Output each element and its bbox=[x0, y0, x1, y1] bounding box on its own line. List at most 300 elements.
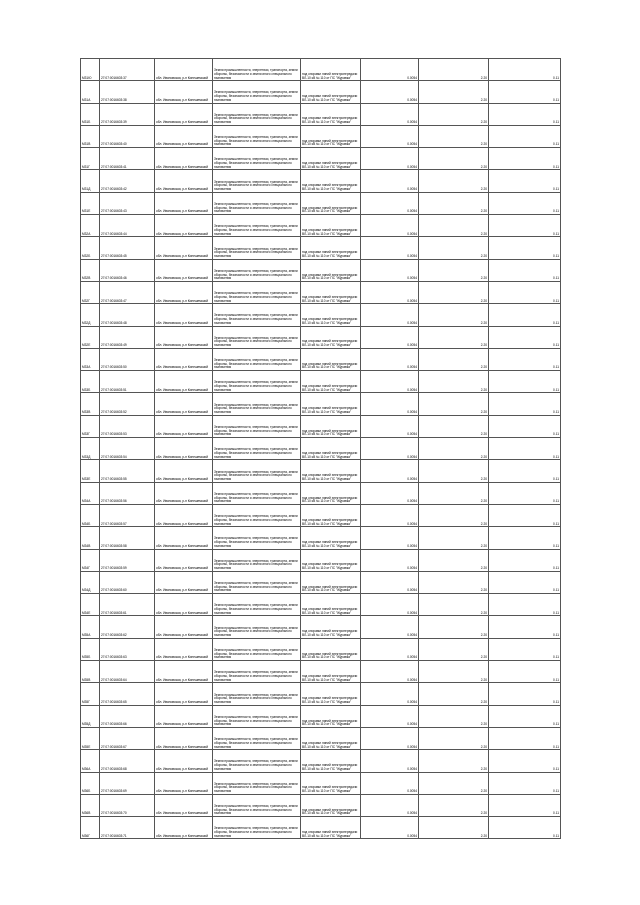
plot-number-cell: М31Г bbox=[81, 148, 100, 170]
table-row bbox=[81, 371, 561, 393]
plot-number-cell: М35А bbox=[81, 616, 100, 638]
address-cell: обл. Ивановская, р-н Кинешемский bbox=[155, 371, 213, 393]
value-cell: 2.20 bbox=[419, 81, 489, 103]
value-cell: 0.11 bbox=[489, 482, 561, 504]
plot-number-cell: М33Д bbox=[81, 438, 100, 460]
value-cell: 2.20 bbox=[419, 571, 489, 593]
permitted-use-cell: под опорами линий электропередачи ВЛ-10 кВ № 110 от ПС "Журавка" bbox=[301, 794, 361, 816]
permitted-use-cell: под опорами линий электропередачи ВЛ-10 кВ № 110 от ПС "Журавка" bbox=[301, 817, 361, 839]
area-cell: 0.0054 bbox=[361, 393, 419, 415]
plot-number-cell: М31В bbox=[81, 125, 100, 147]
land-category-cell: Земли промышленности, энергетики, транспорта, земли обороны, безопасности и земли иного специального назначения bbox=[213, 59, 301, 81]
permitted-use-cell: под опорами линий электропередачи ВЛ-10 кВ № 110 от ПС "Журавка" bbox=[301, 594, 361, 616]
land-category-cell: Земли промышленности, энергетики, транспорта, земли обороны, безопасности и земли иного специального назначения bbox=[213, 170, 301, 192]
address-cell: обл. Ивановская, р-н Кинешемский bbox=[155, 237, 213, 259]
value-cell: 0.11 bbox=[489, 415, 561, 437]
value-cell: 2.20 bbox=[419, 125, 489, 147]
value-cell: 0.11 bbox=[489, 59, 561, 81]
address-cell: обл. Ивановская, р-н Кинешемский bbox=[155, 817, 213, 839]
land-category-cell: Земли промышленности, энергетики, транспорта, земли обороны, безопасности и земли иного специального назначения bbox=[213, 415, 301, 437]
value-cell: 2.20 bbox=[419, 616, 489, 638]
permitted-use-cell: под опорами линий электропередачи ВЛ-10 кВ № 110 от ПС "Журавка" bbox=[301, 638, 361, 660]
cadastral-number-cell: 27:07:0016603:40 bbox=[100, 125, 155, 147]
permitted-use-cell: под опорами линий электропередачи ВЛ-10 кВ № 110 от ПС "Журавка" bbox=[301, 393, 361, 415]
permitted-use-cell: под опорами линий электропередачи ВЛ-10 кВ № 110 от ПС "Журавка" bbox=[301, 348, 361, 370]
cadastral-number-cell: 27:07:0016603:47 bbox=[100, 281, 155, 303]
value-cell: 2.20 bbox=[419, 348, 489, 370]
area-cell: 0.0054 bbox=[361, 259, 419, 281]
table-row bbox=[81, 794, 561, 816]
plot-number-cell: М31А bbox=[81, 81, 100, 103]
cadastral-number-cell: 27:07:0016603:50 bbox=[100, 348, 155, 370]
address-cell: обл. Ивановская, р-н Кинешемский bbox=[155, 661, 213, 683]
address-cell: обл. Ивановская, р-н Кинешемский bbox=[155, 348, 213, 370]
value-cell: 2.20 bbox=[419, 237, 489, 259]
land-category-cell: Земли промышленности, энергетики, транспорта, земли обороны, безопасности и земли иного специального назначения bbox=[213, 482, 301, 504]
plot-number-cell: М35Б bbox=[81, 638, 100, 660]
value-cell: 2.20 bbox=[419, 103, 489, 125]
value-cell: 2.20 bbox=[419, 794, 489, 816]
value-cell: 2.20 bbox=[419, 527, 489, 549]
land-plots-table bbox=[80, 58, 561, 839]
plot-number-cell: М36Г bbox=[81, 817, 100, 839]
permitted-use-cell: под опорами линий электропередачи ВЛ-10 кВ № 110 от ПС "Журавка" bbox=[301, 705, 361, 727]
cadastral-number-cell: 27:07:0016603:44 bbox=[100, 215, 155, 237]
permitted-use-cell: под опорами линий электропередачи ВЛ-10 кВ № 110 от ПС "Журавка" bbox=[301, 571, 361, 593]
table-row bbox=[81, 527, 561, 549]
value-cell: 0.11 bbox=[489, 304, 561, 326]
area-cell: 0.0054 bbox=[361, 616, 419, 638]
plot-number-cell: М36А bbox=[81, 750, 100, 772]
area-cell: 0.0054 bbox=[361, 594, 419, 616]
value-cell: 0.11 bbox=[489, 638, 561, 660]
land-category-cell: Земли промышленности, энергетики, транспорта, земли обороны, безопасности и земли иного специального назначения bbox=[213, 772, 301, 794]
land-category-cell: Земли промышленности, энергетики, транспорта, земли обороны, безопасности и земли иного специального назначения bbox=[213, 125, 301, 147]
area-cell: 0.0054 bbox=[361, 415, 419, 437]
table-row bbox=[81, 750, 561, 772]
address-cell: обл. Ивановская, р-н Кинешемский bbox=[155, 438, 213, 460]
area-cell: 0.0054 bbox=[361, 482, 419, 504]
address-cell: обл. Ивановская, р-н Кинешемский bbox=[155, 281, 213, 303]
value-cell: 0.11 bbox=[489, 259, 561, 281]
address-cell: обл. Ивановская, р-н Кинешемский bbox=[155, 393, 213, 415]
address-cell: обл. Ивановская, р-н Кинешемский bbox=[155, 705, 213, 727]
cadastral-number-cell: 27:07:0016603:48 bbox=[100, 304, 155, 326]
value-cell: 2.20 bbox=[419, 192, 489, 214]
value-cell: 0.11 bbox=[489, 594, 561, 616]
table-row bbox=[81, 170, 561, 192]
land-category-cell: Земли промышленности, энергетики, транспорта, земли обороны, безопасности и земли иного специального назначения bbox=[213, 727, 301, 749]
value-cell: 2.20 bbox=[419, 661, 489, 683]
value-cell: 2.20 bbox=[419, 683, 489, 705]
table-row bbox=[81, 438, 561, 460]
plot-number-cell: М35В bbox=[81, 661, 100, 683]
cadastral-number-cell: 27:07:0016603:57 bbox=[100, 504, 155, 526]
plot-number-cell: М36Б bbox=[81, 772, 100, 794]
table-row bbox=[81, 661, 561, 683]
value-cell: 2.20 bbox=[419, 549, 489, 571]
land-category-cell: Земли промышленности, энергетики, транспорта, земли обороны, безопасности и земли иного специального назначения bbox=[213, 259, 301, 281]
table-row bbox=[81, 549, 561, 571]
value-cell: 2.20 bbox=[419, 326, 489, 348]
plot-number-cell: М33Е bbox=[81, 460, 100, 482]
table-row bbox=[81, 772, 561, 794]
address-cell: обл. Ивановская, р-н Кинешемский bbox=[155, 727, 213, 749]
permitted-use-cell: под опорами линий электропередачи ВЛ-10 кВ № 110 от ПС "Журавка" bbox=[301, 438, 361, 460]
land-category-cell: Земли промышленности, энергетики, транспорта, земли обороны, безопасности и земли иного специального назначения bbox=[213, 393, 301, 415]
value-cell: 2.20 bbox=[419, 393, 489, 415]
land-category-cell: Земли промышленности, энергетики, транспорта, земли обороны, безопасности и земли иного специального назначения bbox=[213, 794, 301, 816]
address-cell: обл. Ивановская, р-н Кинешемский bbox=[155, 59, 213, 81]
address-cell: обл. Ивановская, р-н Кинешемский bbox=[155, 103, 213, 125]
permitted-use-cell: под опорами линий электропередачи ВЛ-10 кВ № 110 от ПС "Журавка" bbox=[301, 549, 361, 571]
value-cell: 0.11 bbox=[489, 772, 561, 794]
permitted-use-cell: под опорами линий электропередачи ВЛ-10 кВ № 110 от ПС "Журавка" bbox=[301, 170, 361, 192]
area-cell: 0.0054 bbox=[361, 304, 419, 326]
cadastral-number-cell: 27:07:0016603:39 bbox=[100, 103, 155, 125]
address-cell: обл. Ивановская, р-н Кинешемский bbox=[155, 125, 213, 147]
cadastral-number-cell: 27:07:0016603:62 bbox=[100, 616, 155, 638]
table-row bbox=[81, 148, 561, 170]
address-cell: обл. Ивановская, р-н Кинешемский bbox=[155, 504, 213, 526]
permitted-use-cell: под опорами линий электропередачи ВЛ-10 кВ № 110 от ПС "Журавка" bbox=[301, 259, 361, 281]
address-cell: обл. Ивановская, р-н Кинешемский bbox=[155, 148, 213, 170]
plot-number-cell: М32Е bbox=[81, 326, 100, 348]
value-cell: 2.20 bbox=[419, 638, 489, 660]
address-cell: обл. Ивановская, р-н Кинешемский bbox=[155, 527, 213, 549]
cadastral-number-cell: 27:07:0016603:51 bbox=[100, 371, 155, 393]
plot-number-cell: М31Б bbox=[81, 103, 100, 125]
cadastral-number-cell: 27:07:0016603:37 bbox=[100, 59, 155, 81]
cadastral-number-cell: 27:07:0016603:70 bbox=[100, 794, 155, 816]
area-cell: 0.0054 bbox=[361, 794, 419, 816]
land-category-cell: Земли промышленности, энергетики, транспорта, земли обороны, безопасности и земли иного специального назначения bbox=[213, 192, 301, 214]
table-row bbox=[81, 304, 561, 326]
area-cell: 0.0054 bbox=[361, 148, 419, 170]
value-cell: 2.20 bbox=[419, 259, 489, 281]
cadastral-number-cell: 27:07:0016603:52 bbox=[100, 393, 155, 415]
value-cell: 0.11 bbox=[489, 683, 561, 705]
value-cell: 0.11 bbox=[489, 281, 561, 303]
land-category-cell: Земли промышленности, энергетики, транспорта, земли обороны, безопасности и земли иного специального назначения bbox=[213, 817, 301, 839]
plot-number-cell: М32Г bbox=[81, 281, 100, 303]
permitted-use-cell: под опорами линий электропередачи ВЛ-10 кВ № 110 от ПС "Журавка" bbox=[301, 148, 361, 170]
table-row bbox=[81, 81, 561, 103]
cadastral-number-cell: 27:07:0016603:68 bbox=[100, 750, 155, 772]
table-row bbox=[81, 103, 561, 125]
value-cell: 2.20 bbox=[419, 817, 489, 839]
address-cell: обл. Ивановская, р-н Кинешемский bbox=[155, 794, 213, 816]
permitted-use-cell: под опорами линий электропередачи ВЛ-10 кВ № 110 от ПС "Журавка" bbox=[301, 103, 361, 125]
area-cell: 0.0054 bbox=[361, 571, 419, 593]
value-cell: 0.11 bbox=[489, 393, 561, 415]
permitted-use-cell: под опорами линий электропередачи ВЛ-10 кВ № 110 от ПС "Журавка" bbox=[301, 281, 361, 303]
area-cell: 0.0054 bbox=[361, 727, 419, 749]
value-cell: 0.11 bbox=[489, 438, 561, 460]
table-row bbox=[81, 237, 561, 259]
address-cell: обл. Ивановская, р-н Кинешемский bbox=[155, 638, 213, 660]
cadastral-number-cell: 27:07:0016603:49 bbox=[100, 326, 155, 348]
land-category-cell: Земли промышленности, энергетики, транспорта, земли обороны, безопасности и земли иного специального назначения bbox=[213, 348, 301, 370]
permitted-use-cell: под опорами линий электропередачи ВЛ-10 кВ № 110 от ПС "Журавка" bbox=[301, 215, 361, 237]
plot-number-cell: М31Д bbox=[81, 170, 100, 192]
cadastral-number-cell: 27:07:0016603:56 bbox=[100, 482, 155, 504]
area-cell: 0.0054 bbox=[361, 683, 419, 705]
value-cell: 2.20 bbox=[419, 415, 489, 437]
cadastral-number-cell: 27:07:0016603:60 bbox=[100, 571, 155, 593]
plot-number-cell: М32Д bbox=[81, 304, 100, 326]
cadastral-number-cell: 27:07:0016603:38 bbox=[100, 81, 155, 103]
area-cell: 0.0054 bbox=[361, 192, 419, 214]
value-cell: 0.11 bbox=[489, 125, 561, 147]
plot-number-cell: М34В bbox=[81, 527, 100, 549]
value-cell: 0.11 bbox=[489, 192, 561, 214]
value-cell: 2.20 bbox=[419, 727, 489, 749]
land-category-cell: Земли промышленности, энергетики, транспорта, земли обороны, безопасности и земли иного специального назначения bbox=[213, 661, 301, 683]
address-cell: обл. Ивановская, р-н Кинешемский bbox=[155, 460, 213, 482]
table-row bbox=[81, 727, 561, 749]
area-cell: 0.0054 bbox=[361, 103, 419, 125]
value-cell: 2.20 bbox=[419, 750, 489, 772]
value-cell: 2.20 bbox=[419, 594, 489, 616]
value-cell: 0.11 bbox=[489, 794, 561, 816]
area-cell: 0.0054 bbox=[361, 438, 419, 460]
cadastral-number-cell: 27:07:0016603:67 bbox=[100, 727, 155, 749]
area-cell: 0.0054 bbox=[361, 772, 419, 794]
address-cell: обл. Ивановская, р-н Кинешемский bbox=[155, 215, 213, 237]
value-cell: 2.20 bbox=[419, 215, 489, 237]
table-body bbox=[81, 59, 561, 839]
cadastral-number-cell: 27:07:0016603:64 bbox=[100, 661, 155, 683]
land-category-cell: Земли промышленности, энергетики, транспорта, земли обороны, безопасности и земли иного специального назначения bbox=[213, 750, 301, 772]
permitted-use-cell: под опорами линий электропередачи ВЛ-10 кВ № 110 от ПС "Журавка" bbox=[301, 371, 361, 393]
address-cell: обл. Ивановская, р-н Кинешемский bbox=[155, 482, 213, 504]
table-row bbox=[81, 59, 561, 81]
land-category-cell: Земли промышленности, энергетики, транспорта, земли обороны, безопасности и земли иного специального назначения bbox=[213, 304, 301, 326]
value-cell: 0.11 bbox=[489, 103, 561, 125]
plot-number-cell: М33Г bbox=[81, 415, 100, 437]
area-cell: 0.0054 bbox=[361, 281, 419, 303]
land-category-cell: Земли промышленности, энергетики, транспорта, земли обороны, безопасности и земли иного специального назначения bbox=[213, 527, 301, 549]
plot-number-cell: М33А bbox=[81, 348, 100, 370]
permitted-use-cell: под опорами линий электропередачи ВЛ-10 кВ № 110 от ПС "Журавка" bbox=[301, 772, 361, 794]
area-cell: 0.0054 bbox=[361, 504, 419, 526]
value-cell: 2.20 bbox=[419, 170, 489, 192]
plot-number-cell: М32В bbox=[81, 259, 100, 281]
permitted-use-cell: под опорами линий электропередачи ВЛ-10 кВ № 110 от ПС "Журавка" bbox=[301, 125, 361, 147]
area-cell: 0.0054 bbox=[361, 661, 419, 683]
land-category-cell: Земли промышленности, энергетики, транспорта, земли обороны, безопасности и земли иного специального назначения bbox=[213, 326, 301, 348]
table-row bbox=[81, 192, 561, 214]
land-category-cell: Земли промышленности, энергетики, транспорта, земли обороны, безопасности и земли иного специального назначения bbox=[213, 683, 301, 705]
land-category-cell: Земли промышленности, энергетики, транспорта, земли обороны, безопасности и земли иного специального назначения bbox=[213, 215, 301, 237]
value-cell: 0.11 bbox=[489, 750, 561, 772]
table-row bbox=[81, 215, 561, 237]
area-cell: 0.0054 bbox=[361, 348, 419, 370]
permitted-use-cell: под опорами линий электропередачи ВЛ-10 кВ № 110 от ПС "Журавка" bbox=[301, 504, 361, 526]
cadastral-number-cell: 27:07:0016603:61 bbox=[100, 594, 155, 616]
plot-number-cell: М34Е bbox=[81, 594, 100, 616]
plot-number-cell: М34Б bbox=[81, 504, 100, 526]
address-cell: обл. Ивановская, р-н Кинешемский bbox=[155, 415, 213, 437]
plot-number-cell: М32Б bbox=[81, 237, 100, 259]
table-row bbox=[81, 594, 561, 616]
address-cell: обл. Ивановская, р-н Кинешемский bbox=[155, 683, 213, 705]
table-row bbox=[81, 259, 561, 281]
cadastral-number-cell: 27:07:0016603:66 bbox=[100, 705, 155, 727]
plot-number-cell: М35Д bbox=[81, 705, 100, 727]
value-cell: 0.11 bbox=[489, 348, 561, 370]
value-cell: 0.11 bbox=[489, 81, 561, 103]
address-cell: обл. Ивановская, р-н Кинешемский bbox=[155, 616, 213, 638]
area-cell: 0.0054 bbox=[361, 170, 419, 192]
cadastral-number-cell: 27:07:0016603:45 bbox=[100, 237, 155, 259]
table-row bbox=[81, 348, 561, 370]
value-cell: 2.20 bbox=[419, 504, 489, 526]
cadastral-number-cell: 27:07:0016603:46 bbox=[100, 259, 155, 281]
permitted-use-cell: под опорами линий электропередачи ВЛ-10 кВ № 110 от ПС "Журавка" bbox=[301, 750, 361, 772]
address-cell: обл. Ивановская, р-н Кинешемский bbox=[155, 772, 213, 794]
area-cell: 0.0054 bbox=[361, 527, 419, 549]
value-cell: 2.20 bbox=[419, 371, 489, 393]
area-cell: 0.0054 bbox=[361, 638, 419, 660]
table-row bbox=[81, 326, 561, 348]
permitted-use-cell: под опорами линий электропередачи ВЛ-10 кВ № 110 от ПС "Журавка" bbox=[301, 683, 361, 705]
permitted-use-cell: под опорами линий электропередачи ВЛ-10 кВ № 110 от ПС "Журавка" bbox=[301, 304, 361, 326]
cadastral-number-cell: 27:07:0016603:58 bbox=[100, 527, 155, 549]
table-row bbox=[81, 482, 561, 504]
area-cell: 0.0054 bbox=[361, 81, 419, 103]
value-cell: 0.11 bbox=[489, 571, 561, 593]
cadastral-number-cell: 27:07:0016603:54 bbox=[100, 438, 155, 460]
land-category-cell: Земли промышленности, энергетики, транспорта, земли обороны, безопасности и земли иного специального назначения bbox=[213, 705, 301, 727]
value-cell: 0.11 bbox=[489, 504, 561, 526]
cadastral-number-cell: 27:07:0016603:43 bbox=[100, 192, 155, 214]
address-cell: обл. Ивановская, р-н Кинешемский bbox=[155, 170, 213, 192]
value-cell: 0.11 bbox=[489, 326, 561, 348]
area-cell: 0.0054 bbox=[361, 750, 419, 772]
permitted-use-cell: под опорами линий электропередачи ВЛ-10 кВ № 110 от ПС "Журавка" bbox=[301, 527, 361, 549]
value-cell: 2.20 bbox=[419, 148, 489, 170]
cadastral-number-cell: 27:07:0016603:65 bbox=[100, 683, 155, 705]
permitted-use-cell: под опорами линий электропередачи ВЛ-10 кВ № 110 от ПС "Журавка" bbox=[301, 415, 361, 437]
cadastral-number-cell: 27:07:0016603:71 bbox=[100, 817, 155, 839]
cadastral-number-cell: 27:07:0016603:63 bbox=[100, 638, 155, 660]
value-cell: 2.20 bbox=[419, 438, 489, 460]
address-cell: обл. Ивановская, р-н Кинешемский bbox=[155, 81, 213, 103]
plot-number-cell: М35Г bbox=[81, 683, 100, 705]
value-cell: 0.11 bbox=[489, 549, 561, 571]
value-cell: 2.20 bbox=[419, 281, 489, 303]
address-cell: обл. Ивановская, р-н Кинешемский bbox=[155, 192, 213, 214]
permitted-use-cell: под опорами линий электропередачи ВЛ-10 кВ № 110 от ПС "Журавка" bbox=[301, 616, 361, 638]
land-category-cell: Земли промышленности, энергетики, транспорта, земли обороны, безопасности и земли иного специального назначения bbox=[213, 371, 301, 393]
plot-number-cell: М31Е bbox=[81, 192, 100, 214]
table-row bbox=[81, 705, 561, 727]
land-category-cell: Земли промышленности, энергетики, транспорта, земли обороны, безопасности и земли иного специального назначения bbox=[213, 638, 301, 660]
value-cell: 0.11 bbox=[489, 817, 561, 839]
plot-number-cell: М34Г bbox=[81, 549, 100, 571]
plot-number-cell: М34А bbox=[81, 482, 100, 504]
area-cell: 0.0054 bbox=[361, 215, 419, 237]
table-row bbox=[81, 683, 561, 705]
permitted-use-cell: под опорами линий электропередачи ВЛ-10 кВ № 110 от ПС "Журавка" bbox=[301, 326, 361, 348]
area-cell: 0.0054 bbox=[361, 549, 419, 571]
land-category-cell: Земли промышленности, энергетики, транспорта, земли обороны, безопасности и земли иного специального назначения bbox=[213, 460, 301, 482]
land-category-cell: Земли промышленности, энергетики, транспорта, земли обороны, безопасности и земли иного специального назначения bbox=[213, 616, 301, 638]
cadastral-number-cell: 27:07:0016603:41 bbox=[100, 148, 155, 170]
plot-number-cell: М35Е bbox=[81, 727, 100, 749]
value-cell: 0.11 bbox=[489, 661, 561, 683]
table-row bbox=[81, 460, 561, 482]
plot-number-cell: М31Ю bbox=[81, 59, 100, 81]
table-row bbox=[81, 281, 561, 303]
table-row bbox=[81, 817, 561, 839]
land-category-cell: Земли промышленности, энергетики, транспорта, земли обороны, безопасности и земли иного специального назначения bbox=[213, 594, 301, 616]
value-cell: 0.11 bbox=[489, 705, 561, 727]
table-row bbox=[81, 415, 561, 437]
area-cell: 0.0054 bbox=[361, 59, 419, 81]
plot-number-cell: М33В bbox=[81, 393, 100, 415]
value-cell: 0.11 bbox=[489, 148, 561, 170]
value-cell: 0.11 bbox=[489, 727, 561, 749]
plot-number-cell: М36В bbox=[81, 794, 100, 816]
land-category-cell: Земли промышленности, энергетики, транспорта, земли обороны, безопасности и земли иного специального назначения bbox=[213, 281, 301, 303]
permitted-use-cell: под опорами линий электропередачи ВЛ-10 кВ № 110 от ПС "Журавка" bbox=[301, 482, 361, 504]
table-row bbox=[81, 638, 561, 660]
value-cell: 0.11 bbox=[489, 460, 561, 482]
plot-number-cell: М32А bbox=[81, 215, 100, 237]
cadastral-number-cell: 27:07:0016603:55 bbox=[100, 460, 155, 482]
address-cell: обл. Ивановская, р-н Кинешемский bbox=[155, 326, 213, 348]
value-cell: 2.20 bbox=[419, 460, 489, 482]
land-category-cell: Земли промышленности, энергетики, транспорта, земли обороны, безопасности и земли иного специального назначения bbox=[213, 148, 301, 170]
value-cell: 2.20 bbox=[419, 304, 489, 326]
table-row bbox=[81, 616, 561, 638]
address-cell: обл. Ивановская, р-н Кинешемский bbox=[155, 259, 213, 281]
value-cell: 2.20 bbox=[419, 772, 489, 794]
value-cell: 0.11 bbox=[489, 215, 561, 237]
permitted-use-cell: под опорами линий электропередачи ВЛ-10 кВ № 110 от ПС "Журавка" bbox=[301, 661, 361, 683]
value-cell: 2.20 bbox=[419, 59, 489, 81]
area-cell: 0.0054 bbox=[361, 460, 419, 482]
value-cell: 0.11 bbox=[489, 170, 561, 192]
plot-number-cell: М33Б bbox=[81, 371, 100, 393]
plot-number-cell: М34Д bbox=[81, 571, 100, 593]
value-cell: 2.20 bbox=[419, 705, 489, 727]
table-row bbox=[81, 571, 561, 593]
address-cell: обл. Ивановская, р-н Кинешемский bbox=[155, 304, 213, 326]
land-category-cell: Земли промышленности, энергетики, транспорта, земли обороны, безопасности и земли иного специального назначения bbox=[213, 103, 301, 125]
table-row bbox=[81, 504, 561, 526]
permitted-use-cell: под опорами линий электропередачи ВЛ-10 кВ № 110 от ПС "Журавка" bbox=[301, 727, 361, 749]
address-cell: обл. Ивановская, р-н Кинешемский bbox=[155, 750, 213, 772]
permitted-use-cell: под опорами линий электропередачи ВЛ-10 кВ № 110 от ПС "Журавка" bbox=[301, 59, 361, 81]
land-category-cell: Земли промышленности, энергетики, транспорта, земли обороны, безопасности и земли иного специального назначения bbox=[213, 504, 301, 526]
value-cell: 0.11 bbox=[489, 371, 561, 393]
cadastral-number-cell: 27:07:0016603:59 bbox=[100, 549, 155, 571]
value-cell: 0.11 bbox=[489, 527, 561, 549]
cadastral-number-cell: 27:07:0016603:69 bbox=[100, 772, 155, 794]
address-cell: обл. Ивановская, р-н Кинешемский bbox=[155, 571, 213, 593]
table-row bbox=[81, 125, 561, 147]
value-cell: 2.20 bbox=[419, 482, 489, 504]
land-category-cell: Земли промышленности, энергетики, транспорта, земли обороны, безопасности и земли иного специального назначения bbox=[213, 571, 301, 593]
value-cell: 0.11 bbox=[489, 237, 561, 259]
permitted-use-cell: под опорами линий электропередачи ВЛ-10 кВ № 110 от ПС "Журавка" bbox=[301, 81, 361, 103]
land-category-cell: Земли промышленности, энергетики, транспорта, земли обороны, безопасности и земли иного специального назначения bbox=[213, 237, 301, 259]
area-cell: 0.0054 bbox=[361, 125, 419, 147]
